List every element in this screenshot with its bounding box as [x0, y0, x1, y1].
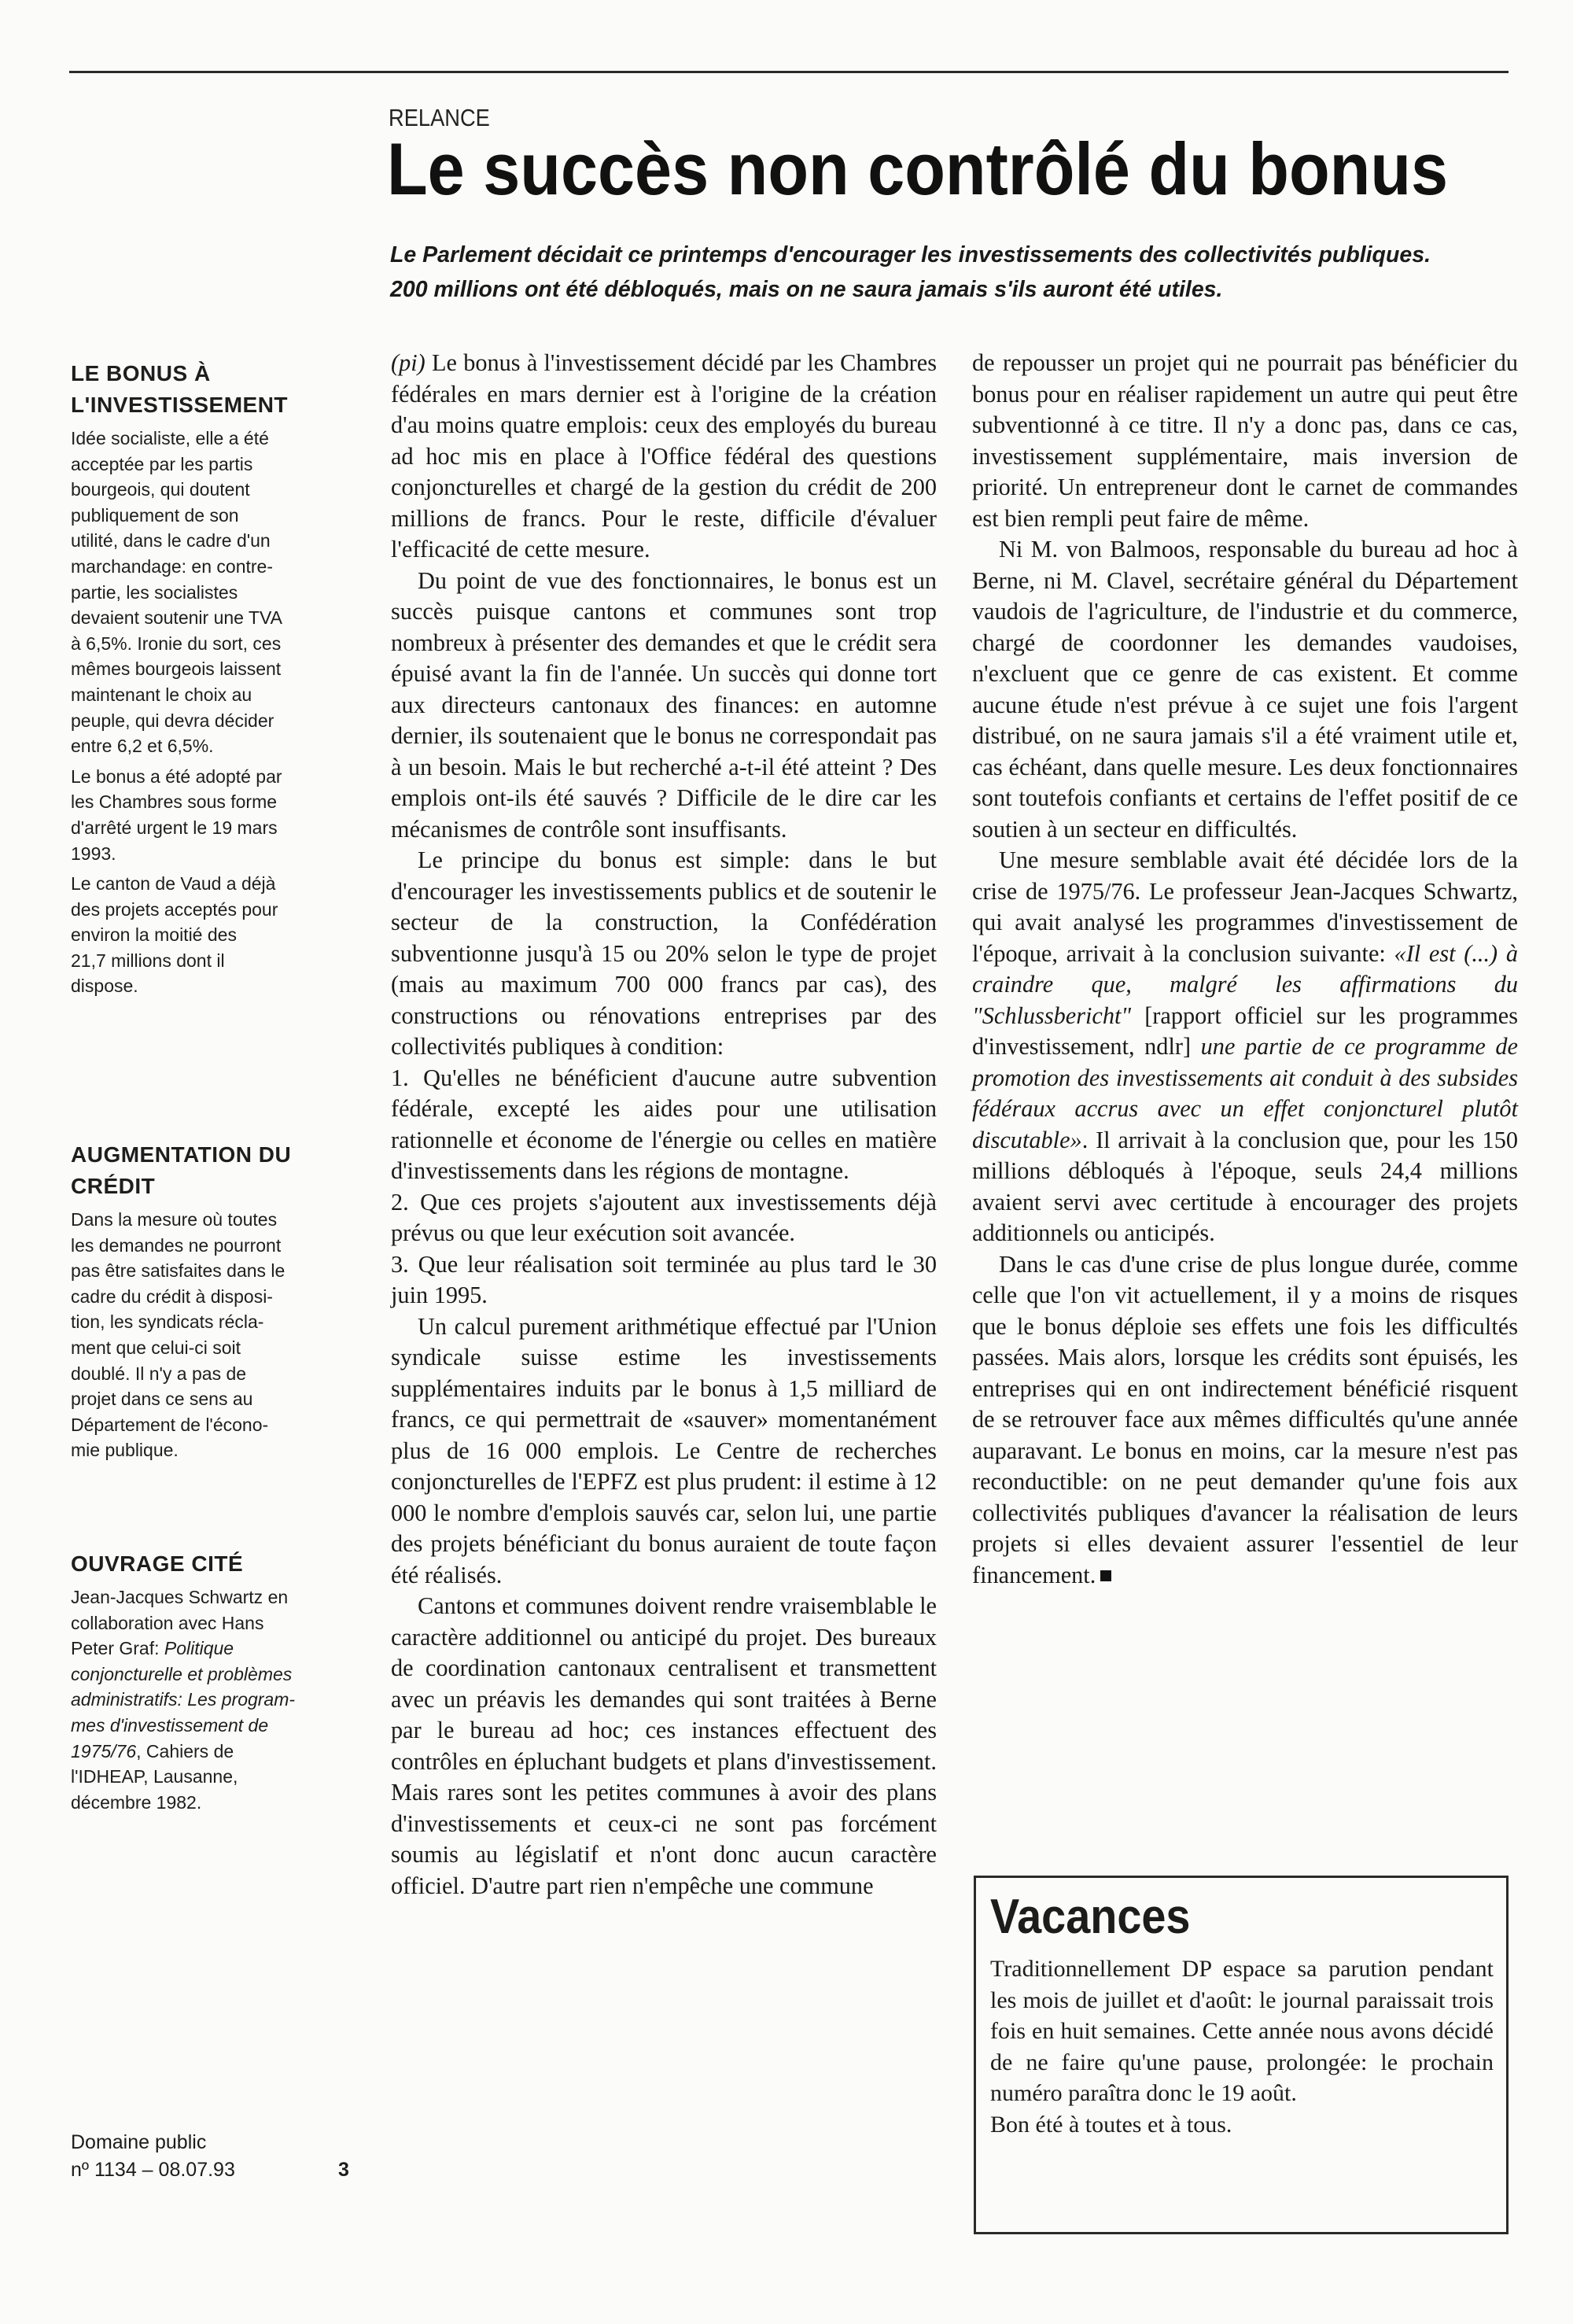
- condition-item: 3. Que leur réalisation soit terminée au plus tard le 30 juin 1995.: [391, 1250, 937, 1308]
- article-paragraph: Ni M. von Balmoos, responsable du bureau ad hoc à Berne, ni M. Clavel, secrétaire général du Département vaudois de l'agriculture, de l'industrie et du commerce, chargé de coordonner les demandes vaudoises, n'excluent que ce genre de cas existent. Et comme aucune étude n'est prévue à ce sujet une fois l'argent distribué, on ne saura jamais s'il a été vraiment utile et, cas échéant, dans quelle mesure. Les deux fonctionnaires sont toutefois confiants et certains de l'effet positif de ce soutien à un secteur en difficultés.: [972, 536, 1518, 843]
- box-paragraph: Bon été à toutes et à tous.: [990, 2111, 1232, 2138]
- article-paragraph: Du point de vue des fonctionnaires, le bonus est un succès puisque cantons et communes sont trop nombreux à présenter des demandes et que le crédit sera épuisé avant la fin de l'année. Un succès qui donne tort aux directeurs cantonaux des finances: en automne dernier, ils soutenaient que le bonus ne correspondait pas à un besoin. Mais le but recherché a-t-il été atteint ? Des emplois ont-ils été sauvés ? Difficile de le dire car les mécanismes de contrôle sont insuffisants.: [391, 566, 937, 843]
- article-standfirst: [390, 238, 1523, 307]
- page-number: 3: [338, 2159, 349, 2181]
- sidebar-paragraph: Le canton de Vaud a déjà des projets acceptés pour environ la moitié des 21,7 millions dont il dispose.: [71, 873, 278, 997]
- citation-author: Jean-Jacques Schwartz en collaboration avec Hans Peter Graf:: [71, 1587, 289, 1659]
- sidebar-heading-bonus: LE BONUS À L'INVESTISSEMENT: [71, 361, 289, 417]
- standfirst-line-1: Le Parlement décidait ce printemps d'encourager les investissements des collectivités publiques.: [390, 242, 1431, 267]
- sidebar-heading-ouvrage: OUVRAGE CITÉ: [71, 1551, 244, 1576]
- vacances-box: [974, 1876, 1509, 2234]
- top-rule: [69, 71, 1509, 73]
- sidebar-section-bonus: [71, 358, 354, 1004]
- sidebar-section-credit: [71, 1139, 354, 1468]
- sidebar-paragraph: Le bonus a été adopté par les Chambres sous forme d'arrêté urgent le 19 mars 1993.: [71, 765, 282, 864]
- article-paragraph: (pi) Le bonus à l'investissement décidé par les Chambres fédérales en mars dernier est à l'origine de la création d'au moins quatre emplois: ceux des employés du bureau ad hoc mis en place à l'Office fédéral des questions conjoncturelles et chargé de la gestion du crédit de 200 millions de francs. Pour le reste, difficile d'évaluer l'efficacité de cette mesure.: [391, 349, 937, 563]
- issue-info: nº 1134 – 08.07.93: [71, 2159, 235, 2181]
- sidebar-citation: [71, 1584, 354, 1815]
- sidebar-paragraph: Idée socialiste, elle a été acceptée par les partis bourgeois, qui doutent publiquement de son utilité, dans le cadre d'un marchandage: en contre- partie, les socialistes devaient soutenir une TVA à 6,5%. Ironie du sort, ces mêmes bourgeois laissent maintenant le choix au peuple, qui devra décider entre 6,2 et 6,5%.: [71, 428, 282, 757]
- article-paragraph: de repousser un projet qui ne pourrait pas bénéficier du bonus pour en réaliser rapidement un autre qui peut être subventionné à ce titre. Il n'y a donc pas, dans ce cas, investissement supplémentaire, mais inversion de priorité. Un entrepreneur dont le carnet de commandes est bien rempli peut faire de même.: [972, 349, 1518, 532]
- condition-item: 2. Que ces projets s'ajoutent aux investissements déjà prévus ou que leur exécution soit avancée.: [391, 1188, 937, 1246]
- end-of-article-mark: [1100, 1570, 1111, 1581]
- article-paragraph: Une mesure semblable avait été décidée lors de la crise de 1975/76. Le professeur Jean-Jacques Schwartz, qui avait analysé les programmes d'investissement de l'époque, arrivait à la conclusion suivante: «Il est (...) à craindre que, malgré les affirmations du "Schlussbericht" [rapport officiel sur les programmes d'investissement, ndlr] une partie de ce programme de promotion des investissements ait conduit à des subsides fédéraux accrus avec un effet conjoncturel plutôt discutable». Il arrivait à la conclusion que, pour les 150 millions débloqués à l'époque, seuls 24,4 millions avaient servi avec certitude à encourager des projets additionnels ou anticipés.: [972, 847, 1519, 1246]
- sidebar-heading-credit: AUGMENTATION DU CRÉDIT: [71, 1142, 292, 1198]
- condition-item: 1. Qu'elles ne bénéficient d'aucune autre subvention fédérale, excepté les aides pour une utilisation rationnelle et économe de l'énergie ou celles en matière d'investissements dans les régions de montagne.: [391, 1064, 937, 1184]
- article-paragraph: Un calcul purement arithmétique effectué par l'Union syndicale suisse estime les investissements supplémentaires induits par le bonus à 1,5 milliard de francs, ce qui permettrait de «sauver» momentanément plus de 16 000 emplois. Le Centre de recherches conjoncturelles de l'EPFZ est plus prudent: il estime à 12 000 le nombre d'emplois sauvés car, selon lui, une partie des projets bénéficiant du bonus auraient de toute façon été réalisés.: [391, 1312, 937, 1588]
- quotation: une partie de ce programme de promotion des investissements ait conduit à des subsides fédéraux accrus avec un effet conjoncturel plutôt discutable»: [972, 1033, 1519, 1153]
- sidebar-paragraph: Dans la mesure où toutes les demandes ne pourront pas être satisfaites dans le cadre du crédit à disposi- tion, les syndicats récla- ment que celui-ci soit doublé. Il n'y a pas de projet dans ce sens au Département de l'écono- mie publique.: [71, 1209, 285, 1461]
- citation-source: , Cahiers de l'IDHEAP, Lausanne, décembre 1982.: [71, 1740, 238, 1813]
- sidebar-section-ouvrage: [71, 1548, 354, 1820]
- author-initials: (pi): [391, 349, 425, 376]
- article-paragraph: Dans le cas d'une crise de plus longue durée, comme celle que l'on vit actuellement, il y a moins de risques que le bonus déploie ses effets une fois les difficultés passées. Mais alors, lorsque les crédits sont épuisés, les entreprises qui en ont indirectement bénéficié risquent de se retrouver face aux mêmes difficultés qu'une année auparavant. Le bonus en moins, car la mesure n'est pas reconductible: on ne peut demander qu'une fois aux collectivités publiques d'avancer la réalisation de leurs projets si elles devaient assurer l'essentiel de leur financement.: [972, 1250, 1518, 1588]
- standfirst-line-2: 200 millions ont été débloqués, mais on ne saura jamais s'ils auront été utiles.: [390, 277, 1223, 302]
- article-title: Le succès non contrôlé du bonus: [387, 127, 1449, 210]
- article-paragraph: Le principe du bonus est simple: dans le but d'encourager les investissements publics et de soutenir le secteur de la construction, la Confédération subventionne jusqu'à 15 ou 20% selon le type de projet (mais au maximum 700 000 francs par cas), des constructions ou rénovations entreprises par des collectivités publiques à condition:: [391, 847, 937, 1060]
- publication-name: Domaine public: [71, 2131, 207, 2153]
- section-kicker: RELANCE: [389, 104, 490, 131]
- article-paragraph: Cantons et communes doivent rendre vraisemblable le caractère additionnel ou anticipé du projet. Des bureaux de coordination cantonaux centralisent et transmettent avec un préavis les demandes qui sont traitées à Berne par le bureau ad hoc; ces instances effectuent des contrôles en épluchant budgets et plans d'investissement. Mais rares sont les petites communes à avoir des plans d'investissements et ceux-ci ne sont pas forcément soumis au législatif et n'ont donc aucun caractère officiel. D'autre part rien n'empêche une commune: [391, 1592, 937, 1899]
- page-footer: [71, 2129, 370, 2184]
- article-column-2: [972, 348, 1518, 1591]
- box-title: Vacances: [990, 1890, 1191, 1944]
- box-paragraph: Traditionnellement DP espace sa parution pendant les mois de juillet et d'août: le journal paraissait trois fois en huit semaines. Cette année nous avons décidé de ne faire qu'une pause, prolongée: le prochain numéro paraîtra donc le 19 août.: [990, 1956, 1494, 2107]
- citation-title: Politique conjoncturelle et problèmes administratifs: Les program- mes d'investissement de 1975/76: [71, 1638, 296, 1761]
- article-column-1: [391, 348, 937, 1902]
- quotation: «Il est (...) à craindre que, malgré les affirmations du "Schlussbericht": [972, 939, 1518, 1029]
